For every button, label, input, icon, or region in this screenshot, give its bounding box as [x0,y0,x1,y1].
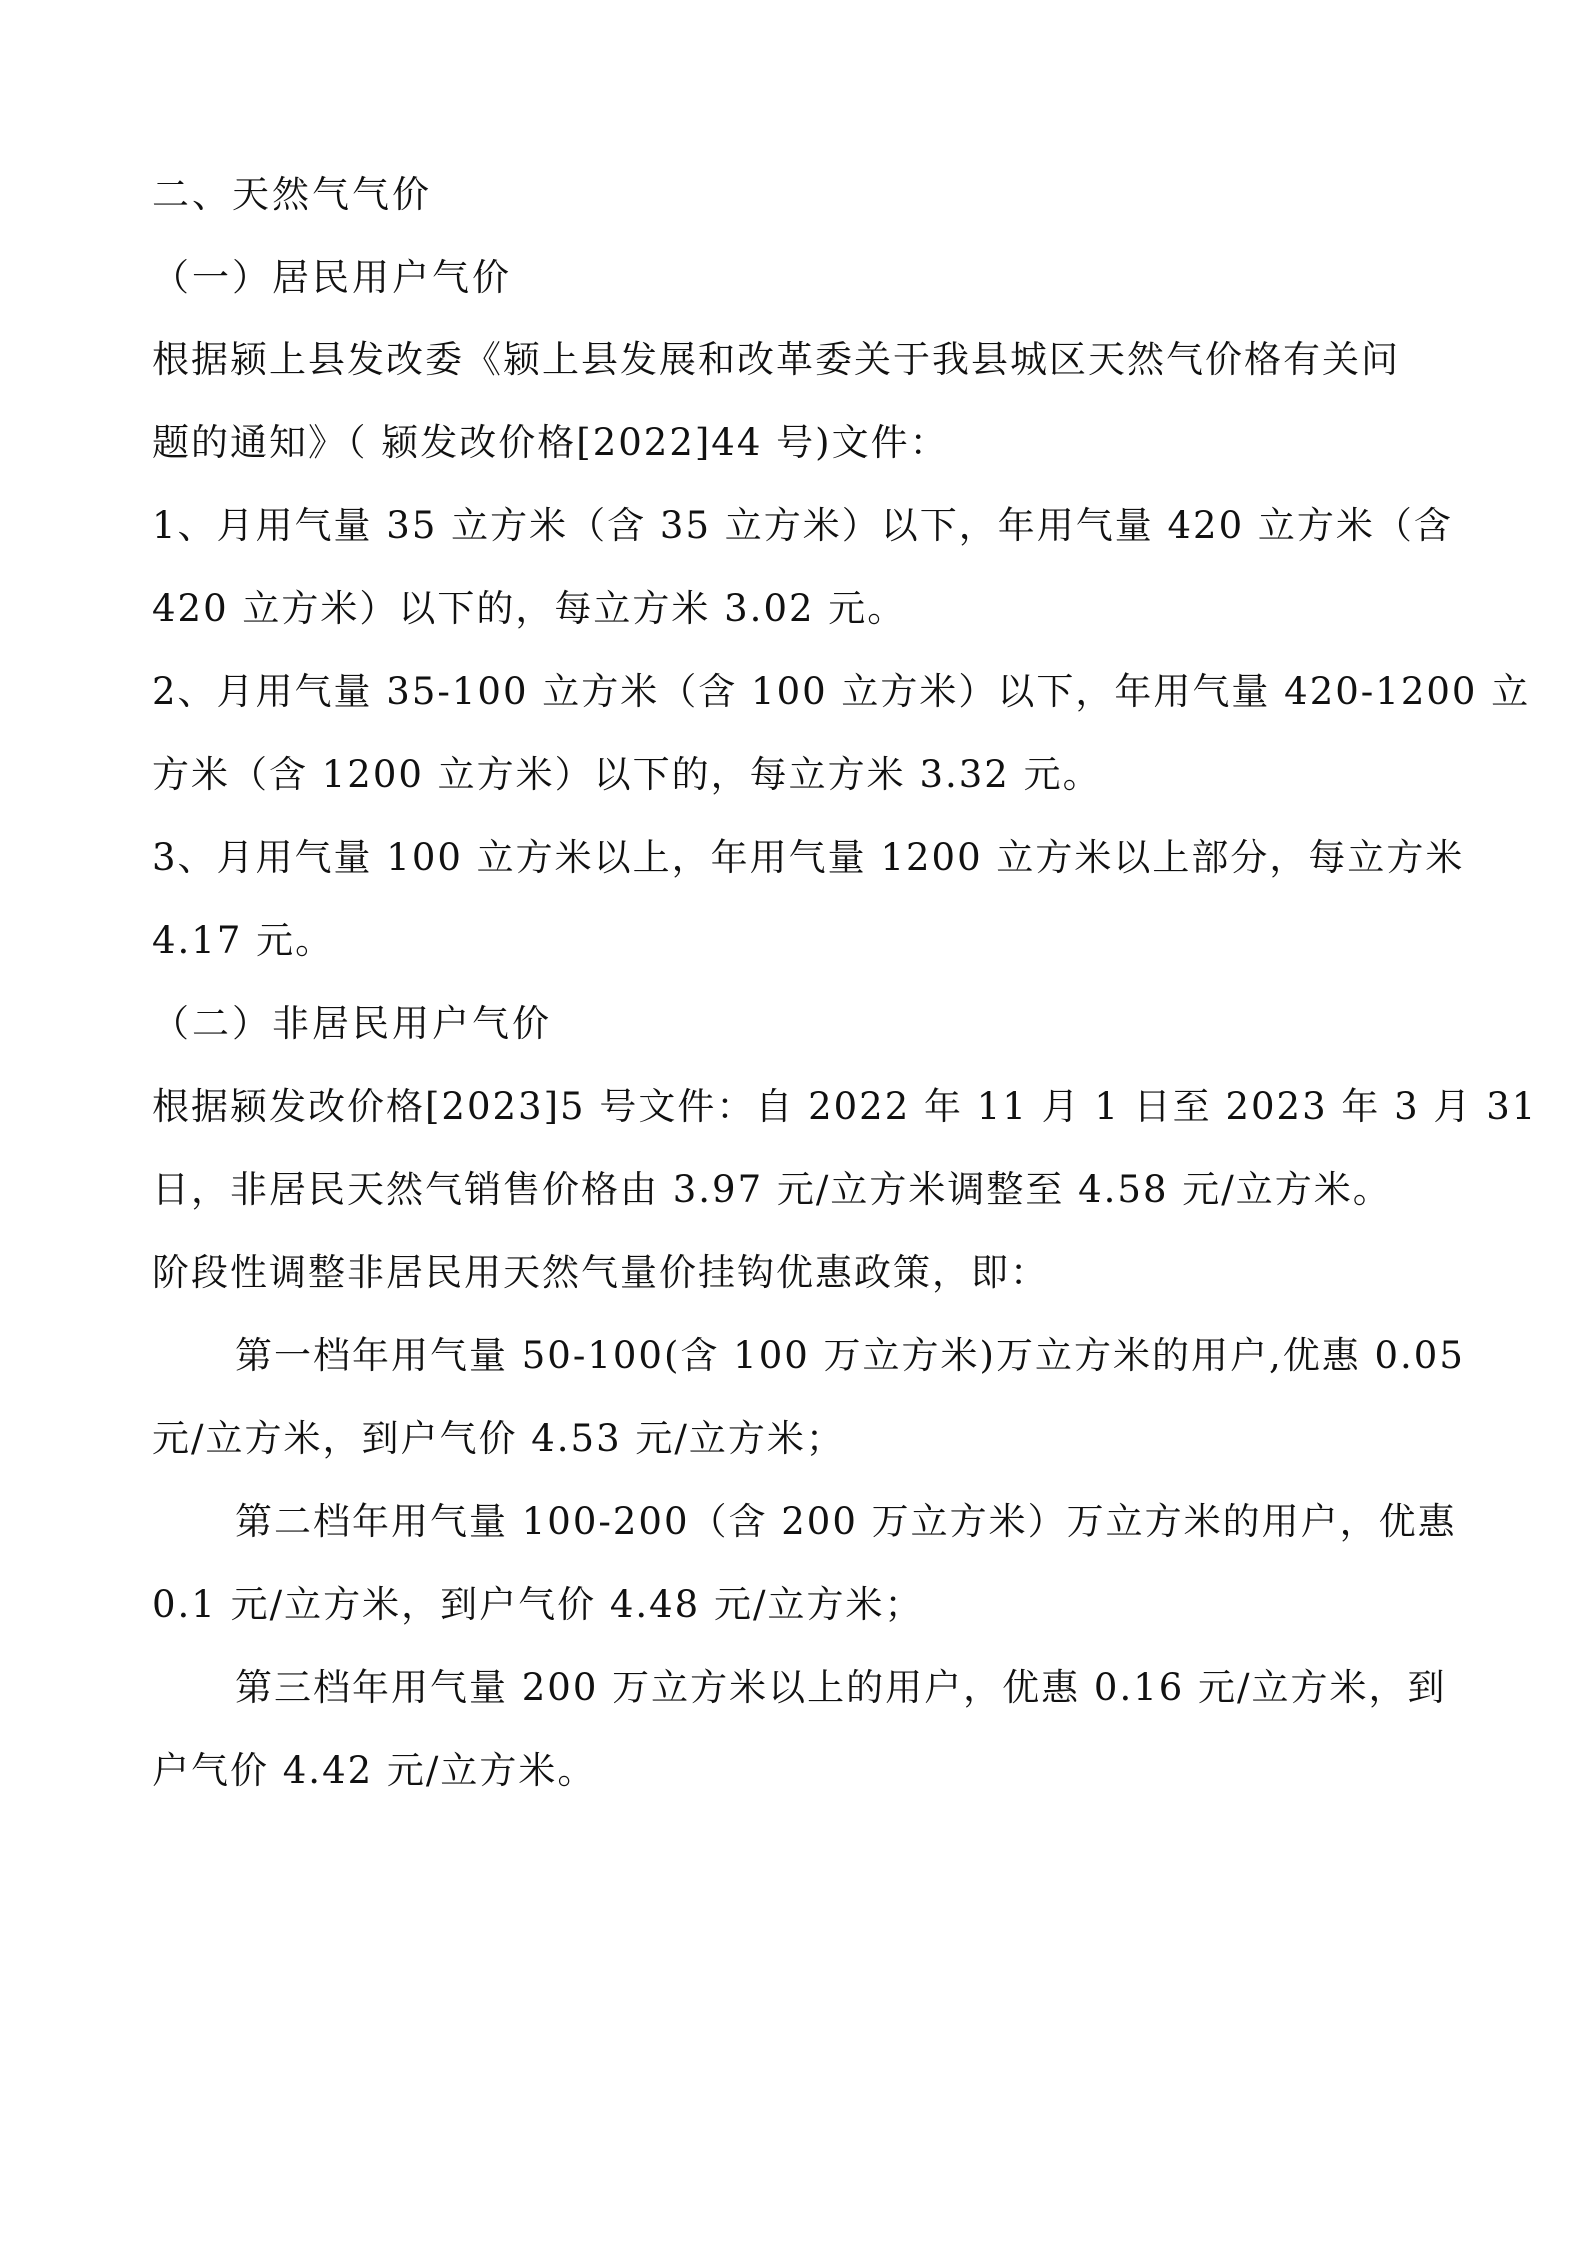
residential-tier1-line-2: 420 立方米）以下的，每立方米 3.02 元。 [152,587,907,630]
non-residential-heading: （二）非居民用户气价 [152,1002,552,1045]
non-residential-intro-line-2: 日，非居民天然气销售价格由 3.97 元/立方米调整至 4.58 元/立方米。 [152,1168,1392,1211]
residential-intro-line-1: 根据颍上县发改委《颍上县发展和改革委关于我县城区天然气价格有关问 [152,338,1400,381]
non-residential-tier1-line-2: 元/立方米，到户气价 4.53 元/立方米； [152,1417,845,1460]
non-residential-tier2-line-2: 0.1 元/立方米，到户气价 4.48 元/立方米； [152,1583,924,1626]
section-title: 二、天然气气价 [152,173,432,216]
residential-tier2-line-2: 方米（含 1200 立方米）以下的，每立方米 3.32 元。 [152,753,1102,796]
residential-tier3-line-1: 3、月用气量 100 立方米以上，年用气量 1200 立方米以上部分，每立方米 [152,836,1465,879]
residential-tier3-line-2: 4.17 元。 [152,919,335,962]
non-residential-intro-line-3: 阶段性调整非居民用天然气量价挂钩优惠政策，即： [152,1251,1049,1294]
residential-heading: （一）居民用户气价 [152,256,512,299]
non-residential-tier3-line-2: 户气价 4.42 元/立方米。 [152,1749,597,1792]
residential-intro-line-2: 题的通知》（ 颍发改价格[2022]44 号)文件： [152,421,949,464]
non-residential-tier1-line-1: 第一档年用气量 50-100(含 100 万立方米)万立方米的用户,优惠 0.05 [235,1334,1465,1377]
non-residential-tier3-line-1: 第三档年用气量 200 万立方米以上的用户，优惠 0.16 元/立方米，到 [235,1666,1447,1709]
non-residential-tier2-line-1: 第二档年用气量 100-200（含 200 万立方米）万立方米的用户，优惠 [235,1500,1457,1543]
non-residential-intro-line-1: 根据颍发改价格[2023]5 号文件：自 2022 年 11 月 1 日至 2023 年 3 月 31 [152,1085,1538,1128]
residential-tier1-line-1: 1、月用气量 35 立方米（含 35 立方米）以下，年用气量 420 立方米（含 [152,504,1453,547]
residential-tier2-line-1: 2、月用气量 35-100 立方米（含 100 立方米）以下，年用气量 420-1200 立 [152,670,1531,713]
